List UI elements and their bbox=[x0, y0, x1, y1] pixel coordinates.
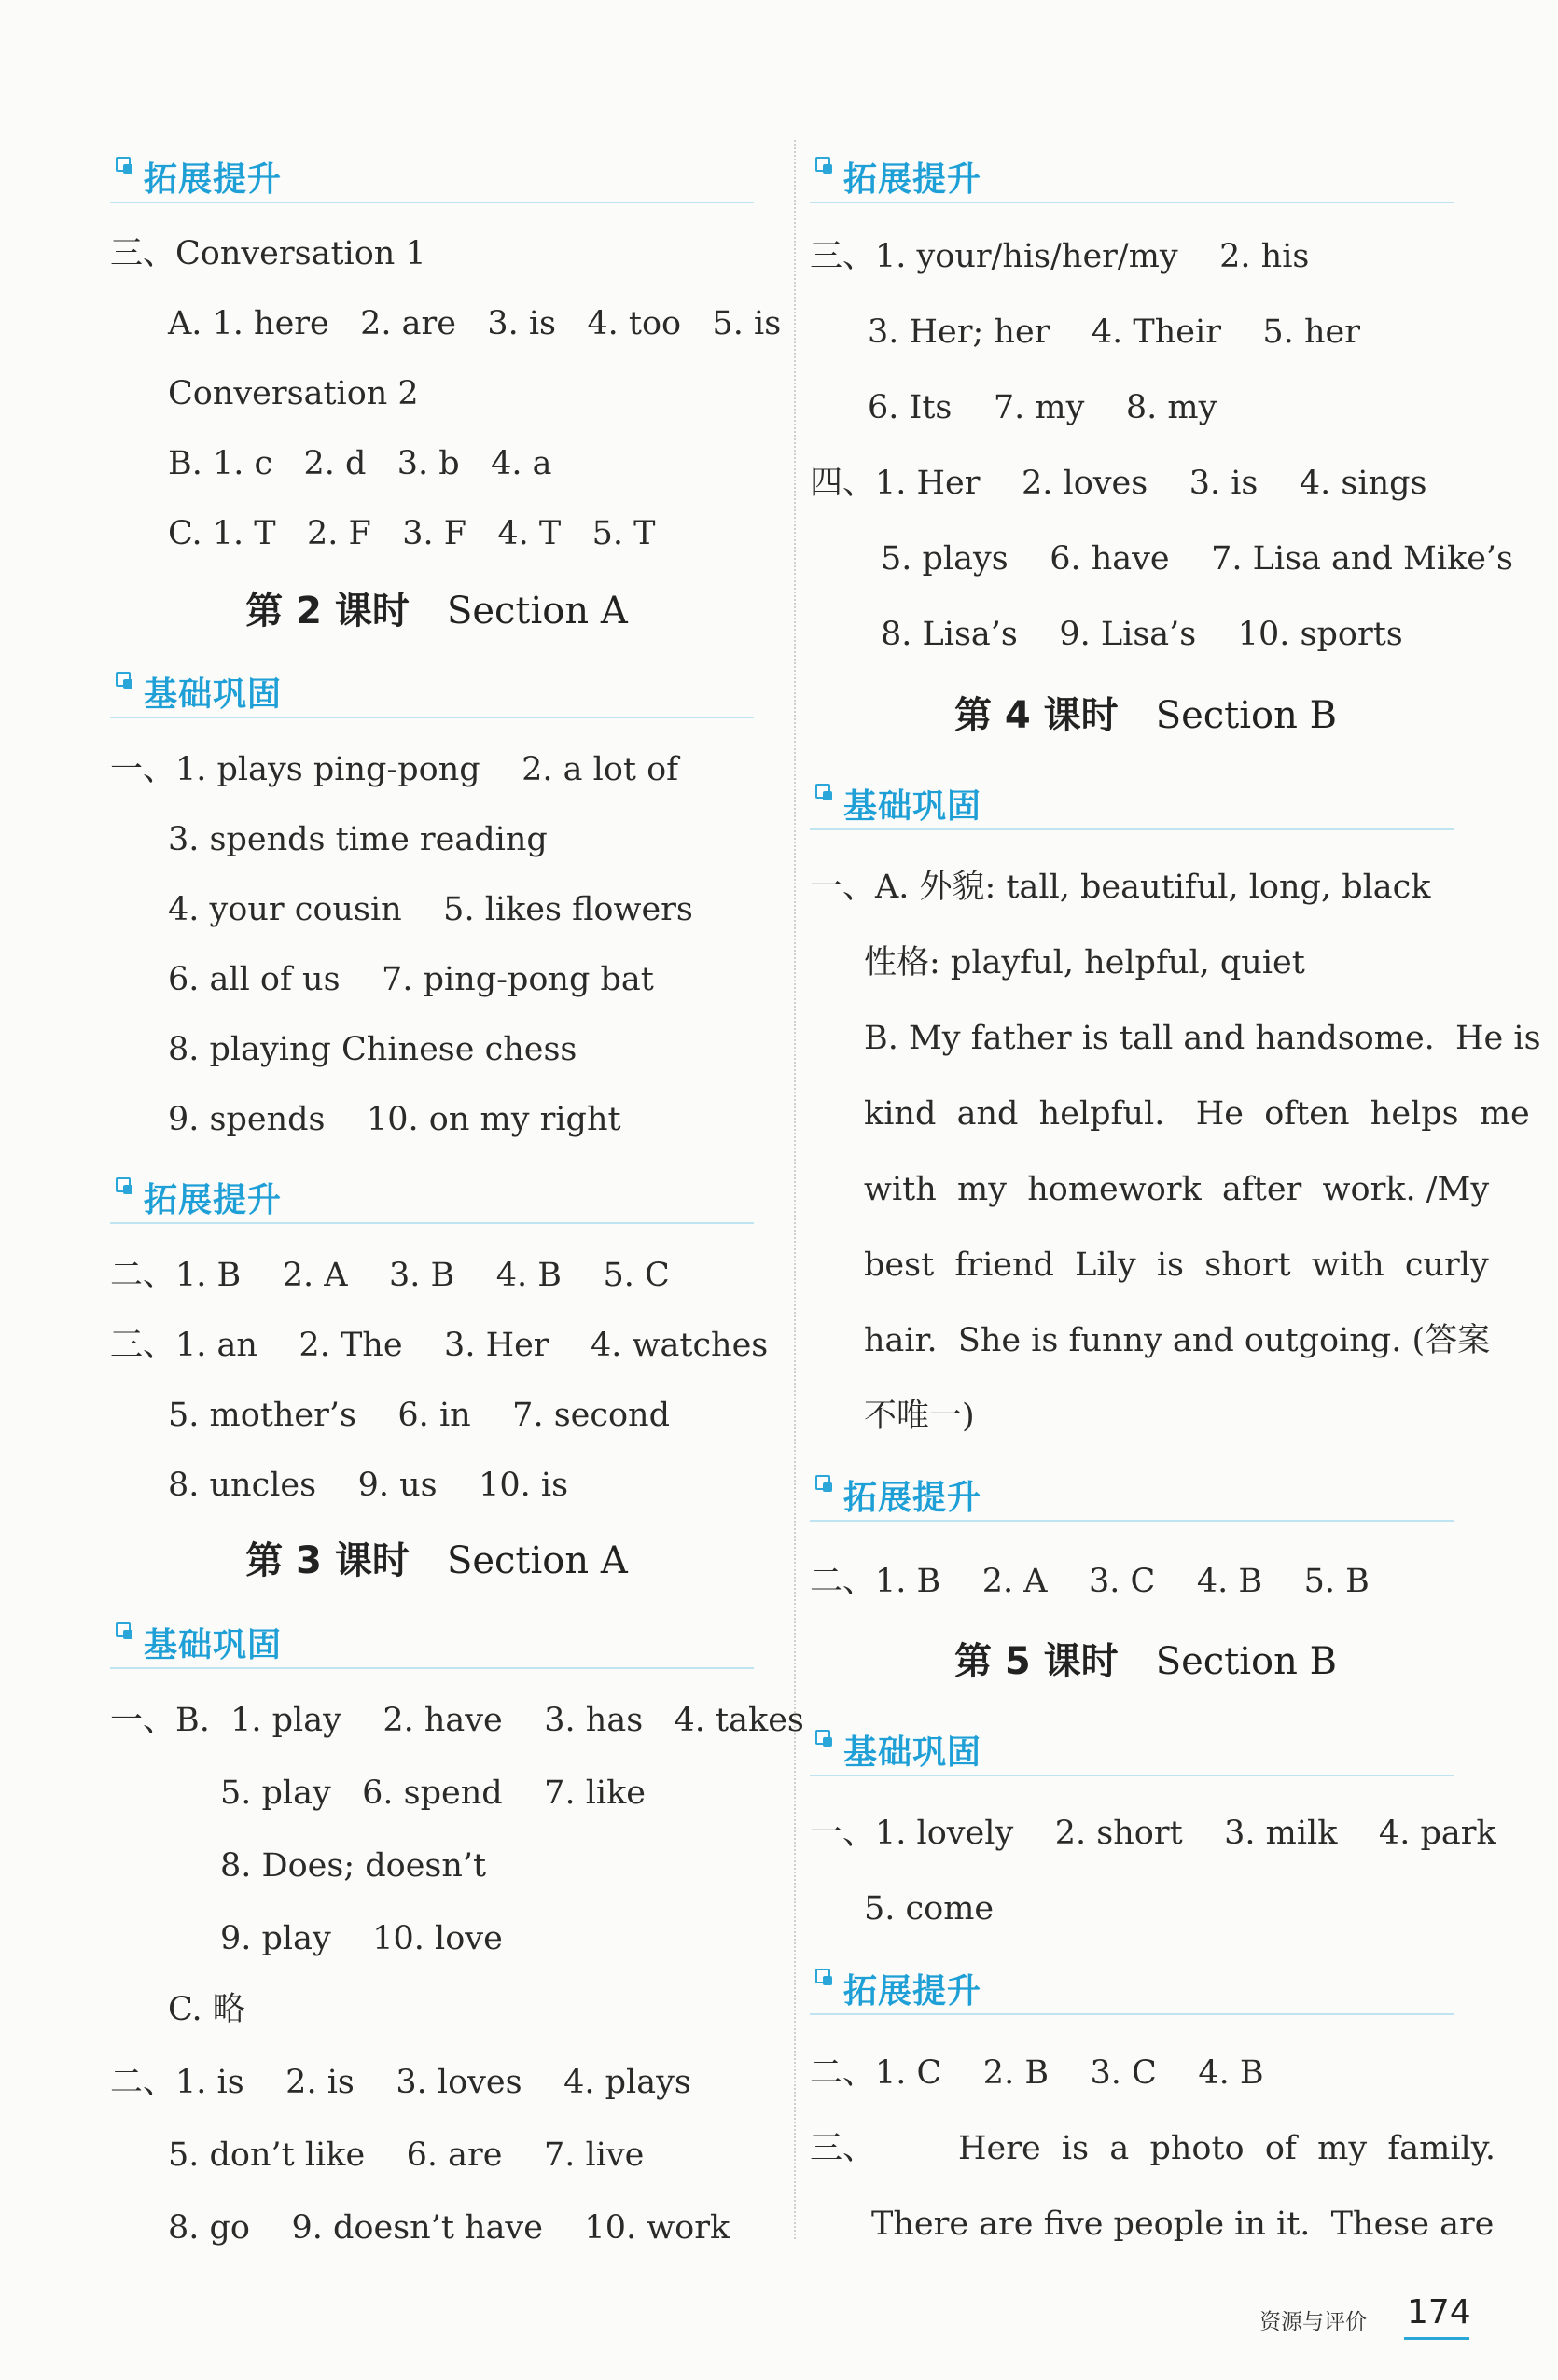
heading-rule bbox=[810, 2013, 1454, 2015]
heading-marker-icon bbox=[116, 1176, 136, 1200]
answer-line: 一、1. lovely 2. short 3. milk 4. park bbox=[810, 1815, 1496, 1852]
answer-line: with my homework after work. /My bbox=[864, 1171, 1490, 1208]
heading-rule bbox=[110, 202, 754, 203]
lesson-title bbox=[810, 1638, 1481, 1685]
section-heading-extension bbox=[110, 149, 754, 203]
heading-text: 基础巩固 bbox=[843, 787, 982, 826]
heading-text: 拓展提升 bbox=[144, 160, 283, 199]
section-heading-basics bbox=[810, 1722, 1454, 1776]
lesson-number: 第 4 课时 bbox=[954, 694, 1119, 737]
answer-line: There are five people in it. These are bbox=[871, 2206, 1495, 2243]
heading-marker-icon bbox=[116, 670, 136, 694]
page-number: 174 bbox=[1407, 2293, 1471, 2331]
answer-line: 8. Lisa’s 9. Lisa’s 10. sports bbox=[881, 616, 1403, 653]
answer-line: 9. play 10. love bbox=[220, 1920, 503, 1957]
heading-marker-icon bbox=[815, 155, 836, 179]
answer-line: 二、1. B 2. A 3. C 4. B 5. B bbox=[810, 1563, 1370, 1600]
lesson-section: Section A bbox=[446, 1539, 628, 1582]
answer-line: 三、 Here is a photo of my family. bbox=[810, 2130, 1496, 2167]
answer-line: 3. Her; her 4. Their 5. her bbox=[868, 313, 1360, 351]
answer-line: 三、1. an 2. The 3. Her 4. watches bbox=[110, 1327, 769, 1364]
lesson-title bbox=[110, 588, 763, 634]
heading-rule bbox=[810, 1775, 1454, 1776]
heading-text: 拓展提升 bbox=[144, 1181, 283, 1219]
heading-rule bbox=[810, 828, 1454, 830]
answer-line: 一、A. 外貌: tall, beautiful, long, black bbox=[810, 869, 1431, 906]
answer-line: 8. go 9. doesn’t have 10. work bbox=[168, 2209, 730, 2247]
section-heading-extension bbox=[810, 1468, 1454, 1522]
section-heading-extension bbox=[110, 1170, 754, 1224]
answer-line: 二、1. B 2. A 3. B 4. B 5. C bbox=[110, 1257, 670, 1294]
heading-marker-icon bbox=[116, 1621, 136, 1645]
answer-line: 性格: playful, helpful, quiet bbox=[864, 944, 1305, 981]
section-heading-basics bbox=[110, 664, 754, 718]
answer-line: 5. plays 6. have 7. Lisa and Mike’s bbox=[881, 540, 1514, 578]
page-number-underline bbox=[1404, 2337, 1469, 2340]
heading-text: 基础巩固 bbox=[144, 675, 283, 714]
answer-line: Conversation 2 bbox=[168, 375, 419, 412]
lesson-section: Section A bbox=[446, 590, 628, 633]
answer-line: 不唯一) bbox=[864, 1398, 975, 1435]
heading-rule bbox=[810, 1520, 1454, 1522]
heading-text: 基础巩固 bbox=[144, 1626, 283, 1664]
lesson-title bbox=[810, 692, 1481, 739]
lesson-title bbox=[110, 1538, 763, 1584]
heading-marker-icon bbox=[815, 1473, 836, 1497]
heading-rule bbox=[810, 202, 1454, 203]
heading-marker-icon bbox=[815, 782, 836, 806]
lesson-section: Section B bbox=[1155, 694, 1337, 737]
answer-line: 8. Does; doesn’t bbox=[220, 1847, 487, 1885]
section-heading-extension bbox=[810, 1961, 1454, 2015]
heading-marker-icon bbox=[815, 1967, 836, 1991]
answer-line: 二、1. C 2. B 3. C 4. B bbox=[810, 2054, 1264, 2092]
answer-line: 一、B. 1. play 2. have 3. has 4. takes bbox=[110, 1702, 804, 1739]
footer-label: 资源与评价 bbox=[1259, 2310, 1367, 2334]
answer-line: 三、1. your/his/her/my 2. his bbox=[810, 238, 1310, 275]
heading-marker-icon bbox=[815, 1728, 836, 1752]
heading-text: 基础巩固 bbox=[843, 1733, 982, 1772]
answer-line: 5. mother’s 6. in 7. second bbox=[168, 1397, 670, 1434]
answer-line: hair. She is funny and outgoing. (答案 bbox=[864, 1322, 1491, 1359]
answer-line: A. 1. here 2. are 3. is 4. too 5. is bbox=[168, 305, 782, 342]
answer-line: 4. your cousin 5. likes flowers bbox=[168, 891, 693, 928]
column-divider bbox=[794, 140, 796, 2239]
answer-line: 5. don’t like 6. are 7. live bbox=[168, 2136, 645, 2174]
answer-line: 3. spends time reading bbox=[168, 821, 548, 858]
answer-line: C. 1. T 2. F 3. F 4. T 5. T bbox=[168, 515, 656, 552]
heading-marker-icon bbox=[116, 155, 136, 179]
answer-line: 9. spends 10. on my right bbox=[168, 1101, 621, 1138]
lesson-number: 第 3 课时 bbox=[245, 1539, 410, 1582]
heading-rule bbox=[110, 717, 754, 718]
answer-line: kind and helpful. He often helps me bbox=[864, 1095, 1530, 1133]
heading-text: 拓展提升 bbox=[843, 1972, 982, 2011]
answer-line: 6. Its 7. my 8. my bbox=[868, 389, 1217, 426]
lesson-section: Section B bbox=[1155, 1640, 1337, 1683]
section-heading-basics bbox=[810, 776, 1454, 830]
answer-line: 四、1. Her 2. loves 3. is 4. sings bbox=[810, 465, 1427, 502]
answer-line: B. 1. c 2. d 3. b 4. a bbox=[168, 445, 552, 482]
answer-line: best friend Lily is short with curly bbox=[864, 1246, 1489, 1284]
lesson-number: 第 2 课时 bbox=[245, 590, 410, 633]
answer-line: 5. play 6. spend 7. like bbox=[220, 1775, 647, 1812]
answer-line: 8. uncles 9. us 10. is bbox=[168, 1467, 569, 1504]
section-heading-basics bbox=[110, 1615, 754, 1669]
answer-line: B. My father is tall and handsome. He is bbox=[864, 1020, 1541, 1057]
answer-line: 8. playing Chinese chess bbox=[168, 1031, 577, 1068]
heading-text: 拓展提升 bbox=[843, 160, 982, 199]
heading-text: 拓展提升 bbox=[843, 1479, 982, 1517]
heading-rule bbox=[110, 1222, 754, 1224]
answer-line: 5. come bbox=[864, 1890, 995, 1928]
answer-line: 二、1. is 2. is 3. loves 4. plays bbox=[110, 2064, 691, 2101]
answer-line: 三、Conversation 1 bbox=[110, 235, 426, 272]
answer-line: 一、1. plays ping-pong 2. a lot of bbox=[110, 751, 679, 788]
answer-line: C. 略 bbox=[168, 1991, 245, 2028]
lesson-number: 第 5 课时 bbox=[954, 1640, 1119, 1683]
answer-line: 6. all of us 7. ping-pong bat bbox=[168, 961, 654, 998]
section-heading-extension bbox=[810, 149, 1454, 203]
heading-rule bbox=[110, 1667, 754, 1669]
